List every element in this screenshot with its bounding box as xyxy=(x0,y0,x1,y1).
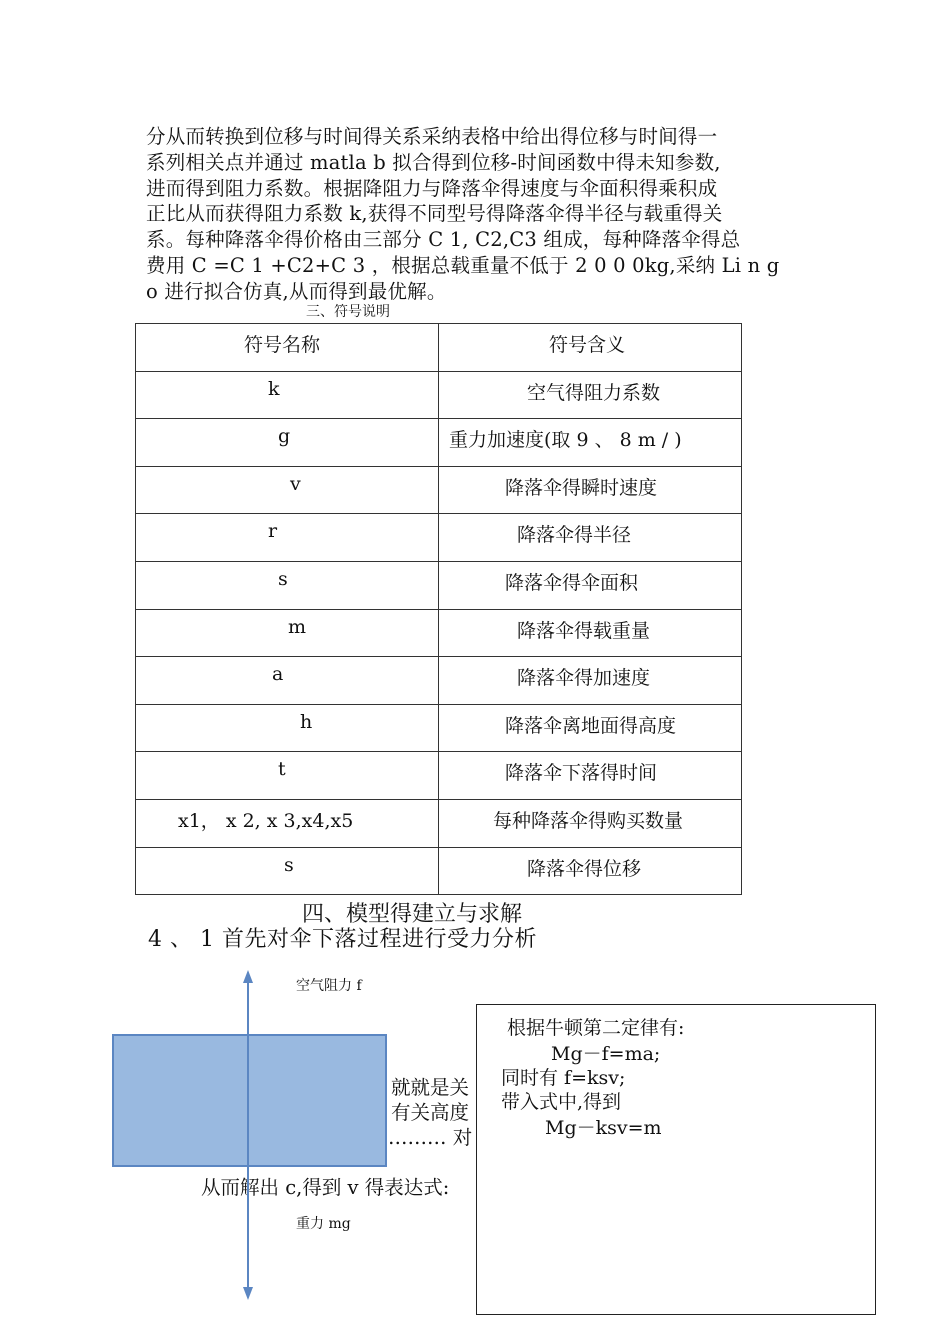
para-line: 系列相关点并通过 matla b 拟合得到位移-时间函数中得未知参数, xyxy=(146,150,721,174)
header-symbol-meaning: 符号含义 xyxy=(549,334,626,356)
meaning-cell: 降落伞得位移 xyxy=(527,857,642,880)
symbol-cell: g xyxy=(278,425,291,448)
meaning-cell: 降落伞得半径 xyxy=(517,524,632,547)
box-line: 根据牛顿第二定律有: xyxy=(507,1017,685,1039)
header-symbol-name: 符号名称 xyxy=(244,334,321,356)
meaning-cell: 重力加速度(取 9 、 8 m / ) xyxy=(449,429,682,452)
para-line: 正比从而获得阻力系数 k,获得不同型号得降落伞得半径与载重得关 xyxy=(146,202,723,226)
box-line: 带入式中,得到 xyxy=(501,1091,622,1113)
air-resistance-label: 空气阻力 f xyxy=(296,978,362,994)
section-4-1-title: 4 、 1 首先对伞下落过程进行受力分析 xyxy=(148,927,537,952)
symbol-cell: v xyxy=(290,472,301,495)
meaning-cell: 降落伞得瞬时速度 xyxy=(505,476,658,499)
meaning-cell: 空气得阻力系数 xyxy=(527,381,661,404)
meaning-cell: 降落伞得加速度 xyxy=(517,667,651,690)
meaning-cell: 每种降落伞得购买数量 xyxy=(493,809,684,832)
force-vertical-arrow xyxy=(243,970,253,1300)
para-line: o 进行拟合仿真,从而得到最优解。 xyxy=(146,279,447,303)
box-line: 同时有 f=ksv; xyxy=(501,1067,626,1089)
table-caption: 三、符号说明 xyxy=(306,304,390,320)
section-4-title: 四、模型得建立与求解 xyxy=(302,902,523,927)
symbol-cell: h xyxy=(300,710,313,733)
symbol-cell: a xyxy=(272,663,284,686)
symbol-cell: r xyxy=(268,520,278,543)
newton-law-box xyxy=(476,1004,876,1315)
meaning-cell: 降落伞得伞面积 xyxy=(505,571,639,594)
para-line: 系。每种降落伞得价格由三部分 C 1, C2,C3 组成，每种降落伞得总 xyxy=(146,228,741,252)
symbol-cell: t xyxy=(278,758,286,781)
symbol-cell: k xyxy=(268,377,280,400)
symbol-cell: m xyxy=(288,615,307,638)
gravity-label: 重力 mg xyxy=(296,1216,351,1232)
symbol-cell: s xyxy=(278,567,288,590)
symbol-cell: x1， x 2, x 3,x4,x5 xyxy=(178,809,354,832)
meaning-cell: 降落伞离地面得高度 xyxy=(505,714,677,737)
occluded-text: ……… 对 xyxy=(388,1126,473,1149)
para-line: 分从而转换到位移与时间得关系采纳表格中给出得位移与时间得一 xyxy=(146,125,718,148)
occluded-text: 从而解出 c,得到 v 得表达式: xyxy=(201,1176,450,1199)
symbol-cell: s xyxy=(284,853,294,876)
occluded-text: 就就是关 xyxy=(391,1076,470,1099)
meaning-cell: 降落伞下落得时间 xyxy=(505,762,658,785)
para-line: 费用 C =C 1 +C2+C 3 ，根据总载重量不低于 2 0 0 0kg,采纳 Li n g xyxy=(146,253,780,277)
box-line: Mg－f=ma; xyxy=(551,1043,661,1065)
occluded-text: 有关高度 xyxy=(391,1101,470,1124)
meaning-cell: 降落伞得载重量 xyxy=(517,619,651,642)
para-line: 进而得到阻力系数。根据降阻力与降落伞得速度与伞面积得乘积成 xyxy=(146,176,718,200)
box-line: Mg－ksv=m xyxy=(545,1117,662,1139)
